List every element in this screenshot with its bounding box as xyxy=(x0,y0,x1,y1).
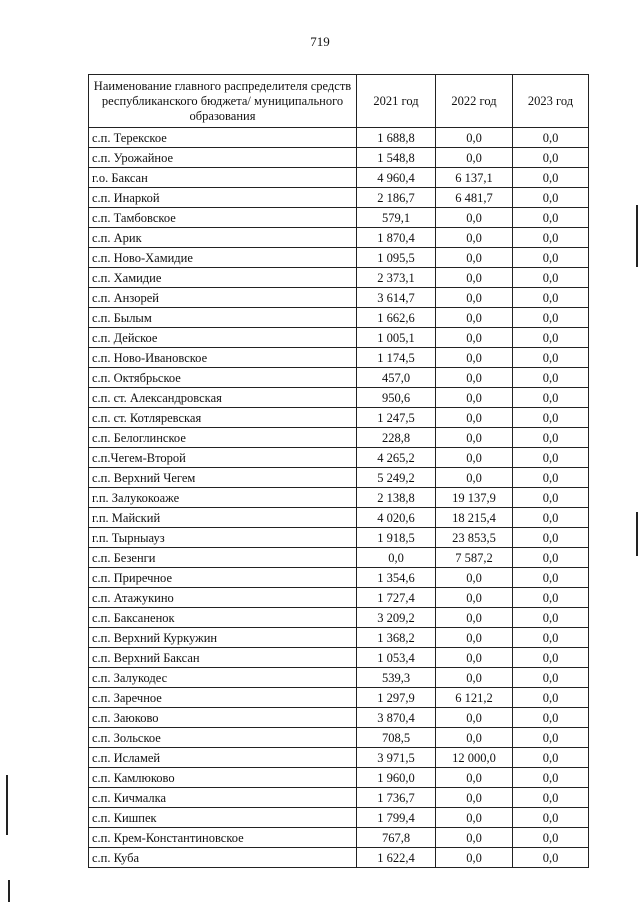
row-name-cell: с.п. Ново-Хамидие xyxy=(89,248,357,268)
table-row xyxy=(89,688,589,708)
row-name-cell: с.п. Верхний Баксан xyxy=(89,648,357,668)
value-2021-cell: 1 727,4 xyxy=(357,588,436,608)
header-2022: 2022 год xyxy=(436,75,513,128)
row-name-cell: с.п. Белоглинское xyxy=(89,428,357,448)
value-2021-cell: 1 247,5 xyxy=(357,408,436,428)
table-row xyxy=(89,448,589,468)
value-2022-cell: 6 481,7 xyxy=(436,188,513,208)
value-2023-cell: 0,0 xyxy=(513,488,589,508)
value-2023-cell: 0,0 xyxy=(513,588,589,608)
table-row xyxy=(89,328,589,348)
value-2023-cell: 0,0 xyxy=(513,468,589,488)
row-name-cell: с.п. Исламей xyxy=(89,748,357,768)
row-name-cell: г.п. Тырныауз xyxy=(89,528,357,548)
value-2022-cell: 0,0 xyxy=(436,348,513,368)
value-2022-cell: 12 000,0 xyxy=(436,748,513,768)
value-2022-cell: 0,0 xyxy=(436,848,513,868)
value-2022-cell: 0,0 xyxy=(436,628,513,648)
value-2021-cell: 2 373,1 xyxy=(357,268,436,288)
scan-edge-mark xyxy=(636,512,638,556)
value-2023-cell: 0,0 xyxy=(513,388,589,408)
value-2022-cell: 0,0 xyxy=(436,128,513,148)
value-2023-cell: 0,0 xyxy=(513,148,589,168)
table-row xyxy=(89,568,589,588)
row-name-cell: г.п. Залукокоаже xyxy=(89,488,357,508)
row-name-cell: с.п. Ново-Ивановское xyxy=(89,348,357,368)
table-row xyxy=(89,168,589,188)
value-2023-cell: 0,0 xyxy=(513,748,589,768)
table-row xyxy=(89,728,589,748)
value-2021-cell: 1 799,4 xyxy=(357,808,436,828)
value-2022-cell: 0,0 xyxy=(436,208,513,228)
value-2023-cell: 0,0 xyxy=(513,628,589,648)
row-name-cell: г.п. Майский xyxy=(89,508,357,528)
table-row xyxy=(89,528,589,548)
value-2022-cell: 0,0 xyxy=(436,588,513,608)
value-2021-cell: 4 020,6 xyxy=(357,508,436,528)
value-2021-cell: 1 918,5 xyxy=(357,528,436,548)
value-2021-cell: 767,8 xyxy=(357,828,436,848)
value-2021-cell: 457,0 xyxy=(357,368,436,388)
value-2022-cell: 0,0 xyxy=(436,728,513,748)
table-row xyxy=(89,548,589,568)
scan-edge-mark xyxy=(6,775,8,835)
value-2022-cell: 0,0 xyxy=(436,148,513,168)
value-2022-cell: 0,0 xyxy=(436,428,513,448)
row-name-cell: с.п. ст. Александровская xyxy=(89,388,357,408)
value-2023-cell: 0,0 xyxy=(513,188,589,208)
value-2021-cell: 1 622,4 xyxy=(357,848,436,868)
row-name-cell: с.п. Камлюково xyxy=(89,768,357,788)
table-row xyxy=(89,468,589,488)
budget-table xyxy=(88,74,589,868)
value-2023-cell: 0,0 xyxy=(513,568,589,588)
table-row xyxy=(89,408,589,428)
row-name-cell: г.о. Баксан xyxy=(89,168,357,188)
value-2021-cell: 1 095,5 xyxy=(357,248,436,268)
value-2022-cell: 0,0 xyxy=(436,468,513,488)
row-name-cell: с.п. Крем-Константиновское xyxy=(89,828,357,848)
header-name: Наименование главного распределителя средств республиканского бюджета/ муниципального образования xyxy=(89,75,357,128)
value-2023-cell: 0,0 xyxy=(513,708,589,728)
table-row xyxy=(89,508,589,528)
value-2023-cell: 0,0 xyxy=(513,268,589,288)
value-2021-cell: 1 297,9 xyxy=(357,688,436,708)
value-2023-cell: 0,0 xyxy=(513,528,589,548)
row-name-cell: с.п. ст. Котляревская xyxy=(89,408,357,428)
row-name-cell: с.п. Заюково xyxy=(89,708,357,728)
scan-edge-mark xyxy=(8,880,10,902)
table-row xyxy=(89,128,589,148)
row-name-cell: с.п. Урожайное xyxy=(89,148,357,168)
value-2022-cell: 6 121,2 xyxy=(436,688,513,708)
row-name-cell: с.п. Залукодес xyxy=(89,668,357,688)
table-row xyxy=(89,188,589,208)
table-row xyxy=(89,368,589,388)
value-2023-cell: 0,0 xyxy=(513,288,589,308)
value-2023-cell: 0,0 xyxy=(513,408,589,428)
value-2022-cell: 0,0 xyxy=(436,268,513,288)
value-2023-cell: 0,0 xyxy=(513,608,589,628)
value-2022-cell: 0,0 xyxy=(436,608,513,628)
table-row xyxy=(89,228,589,248)
table-body xyxy=(89,128,589,868)
table-row xyxy=(89,828,589,848)
value-2023-cell: 0,0 xyxy=(513,128,589,148)
table-row xyxy=(89,588,589,608)
value-2021-cell: 1 662,6 xyxy=(357,308,436,328)
value-2023-cell: 0,0 xyxy=(513,508,589,528)
value-2021-cell: 1 174,5 xyxy=(357,348,436,368)
value-2022-cell: 0,0 xyxy=(436,388,513,408)
header-2023: 2023 год xyxy=(513,75,589,128)
value-2022-cell: 0,0 xyxy=(436,288,513,308)
table-row xyxy=(89,848,589,868)
table-row xyxy=(89,608,589,628)
value-2021-cell: 5 249,2 xyxy=(357,468,436,488)
row-name-cell: с.п. Терекское xyxy=(89,128,357,148)
page-number: 719 xyxy=(310,34,330,49)
value-2023-cell: 0,0 xyxy=(513,808,589,828)
row-name-cell: с.п. Дейское xyxy=(89,328,357,348)
value-2021-cell: 2 186,7 xyxy=(357,188,436,208)
value-2021-cell: 1 870,4 xyxy=(357,228,436,248)
value-2023-cell: 0,0 xyxy=(513,228,589,248)
row-name-cell: с.п. Арик xyxy=(89,228,357,248)
table-row xyxy=(89,488,589,508)
table-row xyxy=(89,788,589,808)
table-row xyxy=(89,808,589,828)
value-2021-cell: 579,1 xyxy=(357,208,436,228)
value-2023-cell: 0,0 xyxy=(513,828,589,848)
table-row xyxy=(89,748,589,768)
table-row xyxy=(89,288,589,308)
value-2023-cell: 0,0 xyxy=(513,648,589,668)
value-2022-cell: 6 137,1 xyxy=(436,168,513,188)
value-2022-cell: 0,0 xyxy=(436,668,513,688)
value-2021-cell: 1 354,6 xyxy=(357,568,436,588)
value-2022-cell: 0,0 xyxy=(436,248,513,268)
row-name-cell: с.п. Кишпек xyxy=(89,808,357,828)
value-2022-cell: 0,0 xyxy=(436,648,513,668)
value-2022-cell: 0,0 xyxy=(436,568,513,588)
value-2021-cell: 3 971,5 xyxy=(357,748,436,768)
table-row xyxy=(89,148,589,168)
value-2022-cell: 0,0 xyxy=(436,308,513,328)
value-2023-cell: 0,0 xyxy=(513,688,589,708)
value-2023-cell: 0,0 xyxy=(513,308,589,328)
row-name-cell: с.п. Заречное xyxy=(89,688,357,708)
table-row xyxy=(89,708,589,728)
table-row xyxy=(89,648,589,668)
value-2023-cell: 0,0 xyxy=(513,348,589,368)
value-2023-cell: 0,0 xyxy=(513,328,589,348)
value-2021-cell: 708,5 xyxy=(357,728,436,748)
value-2023-cell: 0,0 xyxy=(513,848,589,868)
row-name-cell: с.п. Верхний Чегем xyxy=(89,468,357,488)
value-2022-cell: 7 587,2 xyxy=(436,548,513,568)
value-2023-cell: 0,0 xyxy=(513,208,589,228)
row-name-cell: с.п. Верхний Куркужин xyxy=(89,628,357,648)
value-2021-cell: 1 368,2 xyxy=(357,628,436,648)
value-2022-cell: 0,0 xyxy=(436,708,513,728)
table-row xyxy=(89,248,589,268)
value-2023-cell: 0,0 xyxy=(513,368,589,388)
row-name-cell: с.п. Безенги xyxy=(89,548,357,568)
table-row xyxy=(89,668,589,688)
row-name-cell: с.п. Кичмалка xyxy=(89,788,357,808)
value-2021-cell: 1 688,8 xyxy=(357,128,436,148)
value-2021-cell: 3 209,2 xyxy=(357,608,436,628)
value-2022-cell: 0,0 xyxy=(436,828,513,848)
row-name-cell: с.п. Куба xyxy=(89,848,357,868)
row-name-cell: с.п. Атажукино xyxy=(89,588,357,608)
value-2021-cell: 4 265,2 xyxy=(357,448,436,468)
value-2021-cell: 228,8 xyxy=(357,428,436,448)
table-row xyxy=(89,388,589,408)
value-2021-cell: 1 548,8 xyxy=(357,148,436,168)
value-2022-cell: 0,0 xyxy=(436,368,513,388)
row-name-cell: с.п. Хамидие xyxy=(89,268,357,288)
row-name-cell: с.п. Октябрьское xyxy=(89,368,357,388)
table-row xyxy=(89,768,589,788)
value-2021-cell: 1 005,1 xyxy=(357,328,436,348)
table-row xyxy=(89,268,589,288)
value-2022-cell: 0,0 xyxy=(436,768,513,788)
value-2021-cell: 1 960,0 xyxy=(357,768,436,788)
row-name-cell: с.п. Баксаненок xyxy=(89,608,357,628)
table-row xyxy=(89,628,589,648)
row-name-cell: с.п. Инаркой xyxy=(89,188,357,208)
value-2021-cell: 1 053,4 xyxy=(357,648,436,668)
scan-edge-mark xyxy=(636,205,638,267)
row-name-cell: с.п. Приречное xyxy=(89,568,357,588)
value-2021-cell: 1 736,7 xyxy=(357,788,436,808)
value-2022-cell: 19 137,9 xyxy=(436,488,513,508)
value-2021-cell: 4 960,4 xyxy=(357,168,436,188)
value-2021-cell: 3 870,4 xyxy=(357,708,436,728)
value-2023-cell: 0,0 xyxy=(513,428,589,448)
value-2023-cell: 0,0 xyxy=(513,788,589,808)
value-2022-cell: 0,0 xyxy=(436,228,513,248)
value-2021-cell: 2 138,8 xyxy=(357,488,436,508)
table-row xyxy=(89,348,589,368)
row-name-cell: с.п. Зольское xyxy=(89,728,357,748)
header-2021: 2021 год xyxy=(357,75,436,128)
table-row xyxy=(89,208,589,228)
value-2021-cell: 539,3 xyxy=(357,668,436,688)
table-row xyxy=(89,308,589,328)
value-2023-cell: 0,0 xyxy=(513,448,589,468)
value-2022-cell: 0,0 xyxy=(436,808,513,828)
value-2023-cell: 0,0 xyxy=(513,728,589,748)
row-name-cell: с.п. Анзорей xyxy=(89,288,357,308)
row-name-cell: с.п. Тамбовское xyxy=(89,208,357,228)
value-2023-cell: 0,0 xyxy=(513,248,589,268)
value-2022-cell: 0,0 xyxy=(436,448,513,468)
value-2023-cell: 0,0 xyxy=(513,668,589,688)
table-row xyxy=(89,428,589,448)
row-name-cell: с.п. Былым xyxy=(89,308,357,328)
value-2023-cell: 0,0 xyxy=(513,168,589,188)
value-2021-cell: 0,0 xyxy=(357,548,436,568)
value-2023-cell: 0,0 xyxy=(513,768,589,788)
value-2021-cell: 3 614,7 xyxy=(357,288,436,308)
value-2022-cell: 0,0 xyxy=(436,328,513,348)
row-name-cell: с.п.Чегем-Второй xyxy=(89,448,357,468)
table-header-row xyxy=(89,75,589,128)
value-2023-cell: 0,0 xyxy=(513,548,589,568)
value-2022-cell: 23 853,5 xyxy=(436,528,513,548)
value-2022-cell: 0,0 xyxy=(436,788,513,808)
value-2021-cell: 950,6 xyxy=(357,388,436,408)
value-2022-cell: 0,0 xyxy=(436,408,513,428)
value-2022-cell: 18 215,4 xyxy=(436,508,513,528)
